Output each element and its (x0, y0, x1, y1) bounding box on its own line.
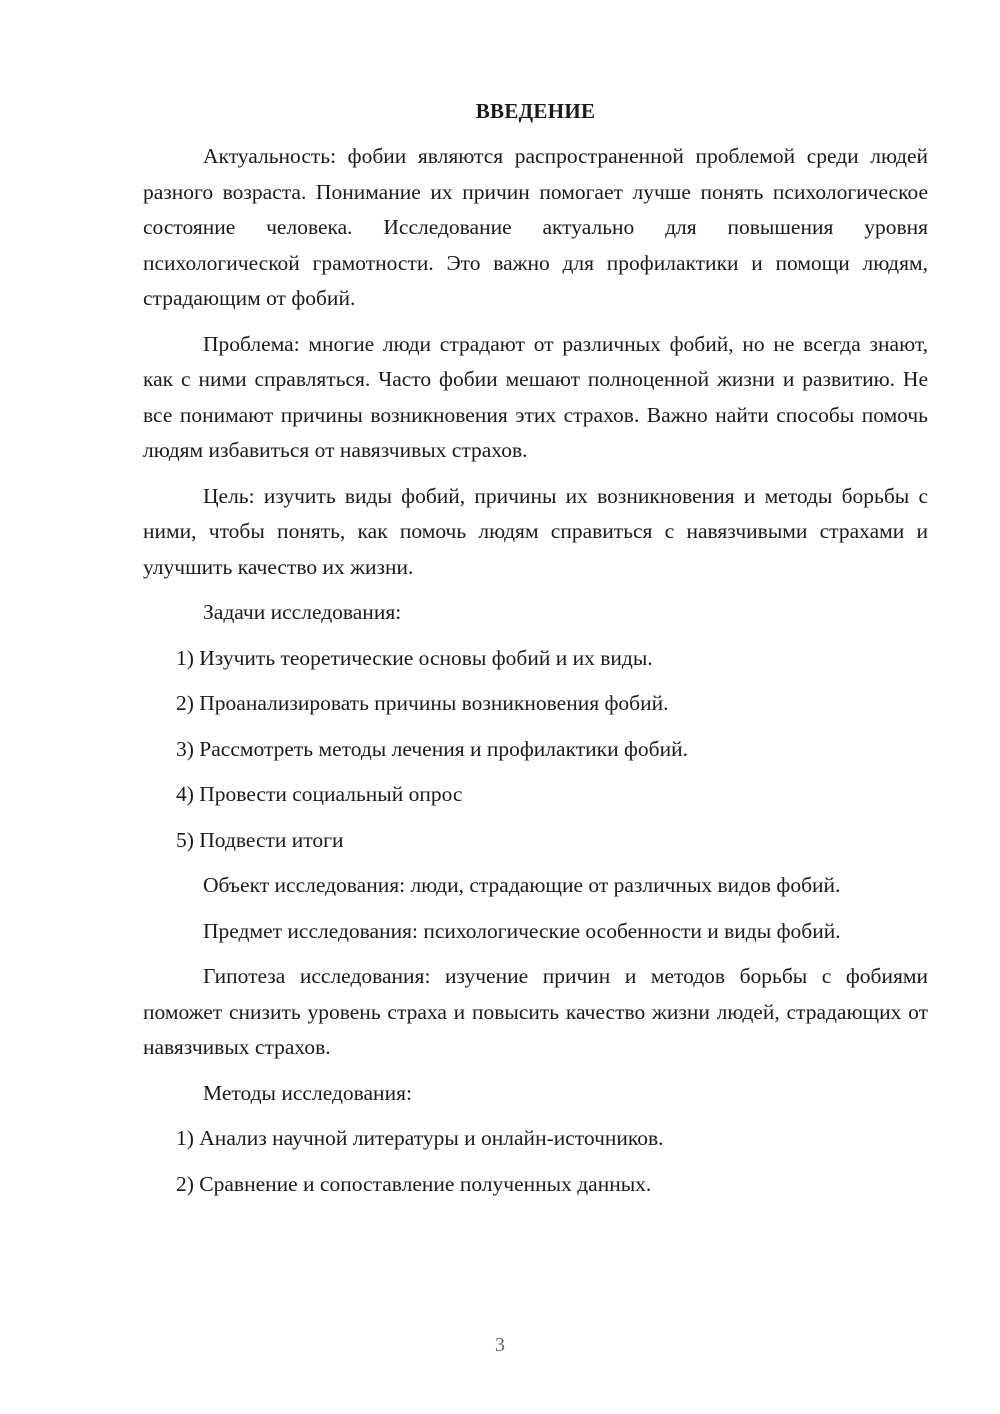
task-item-1: 1) Изучить теоретические основы фобий и их виды. (176, 645, 653, 670)
hypothesis-paragraph: Гипотеза исследования: изучение причин и методов борьбы с фобиями поможет снизить уровень страха и повысить качество жизни людей, страдающих от навязчивых страхов. (143, 964, 928, 1059)
tasks-label: Задачи исследования: (203, 600, 402, 624)
subject-paragraph: Предмет исследования: психологические особенности и виды фобий. (203, 918, 841, 943)
method-item-2: 2) Сравнение и сопоставление полученных данных. (176, 1171, 652, 1196)
page-content (143, 96, 928, 1212)
page-number: 3 (495, 1334, 505, 1356)
section-heading: ВВЕДЕНИЕ (475, 99, 596, 123)
object-paragraph: Объект исследования: люди, страдающие от различных видов фобий. (203, 873, 841, 897)
task-item-4: 4) Провести социальный опрос (176, 782, 463, 806)
method-item-1: 1) Анализ научной литературы и онлайн-источников. (176, 1126, 664, 1150)
methods-label: Методы исследования: (203, 1080, 412, 1105)
task-item-3: 3) Рассмотреть методы лечения и профилактики фобий. (176, 736, 688, 761)
relevance-paragraph: Актуальность: фобии являются распространенной проблемой среди людей разного возраста. Понимание их причин помогает лучше понять психологическое состояние человека. Исследование актуально для повышения уровня психологической грамотности. Это важно для профилактики и помощи людям, страдающим от фобий. (143, 144, 928, 310)
goal-paragraph: Цель: изучить виды фобий, причины их возникновения и методы борьбы с ними, чтобы понять, как помочь людям справиться с навязчивыми страхами и улучшить качество их жизни. (143, 483, 928, 579)
task-item-5: 5) Подвести итоги (176, 827, 344, 852)
task-item-2: 2) Проанализировать причины возникновения фобий. (176, 691, 669, 715)
problem-paragraph: Проблема: многие люди страдают от различных фобий, но не всегда знают, как с ними справляться. Часто фобии мешают полноценной жизни и развитию. Не все понимают причины возникновения этих страхов. Важно найти способы помочь людям избавиться от навязчивых страхов. (143, 331, 928, 462)
